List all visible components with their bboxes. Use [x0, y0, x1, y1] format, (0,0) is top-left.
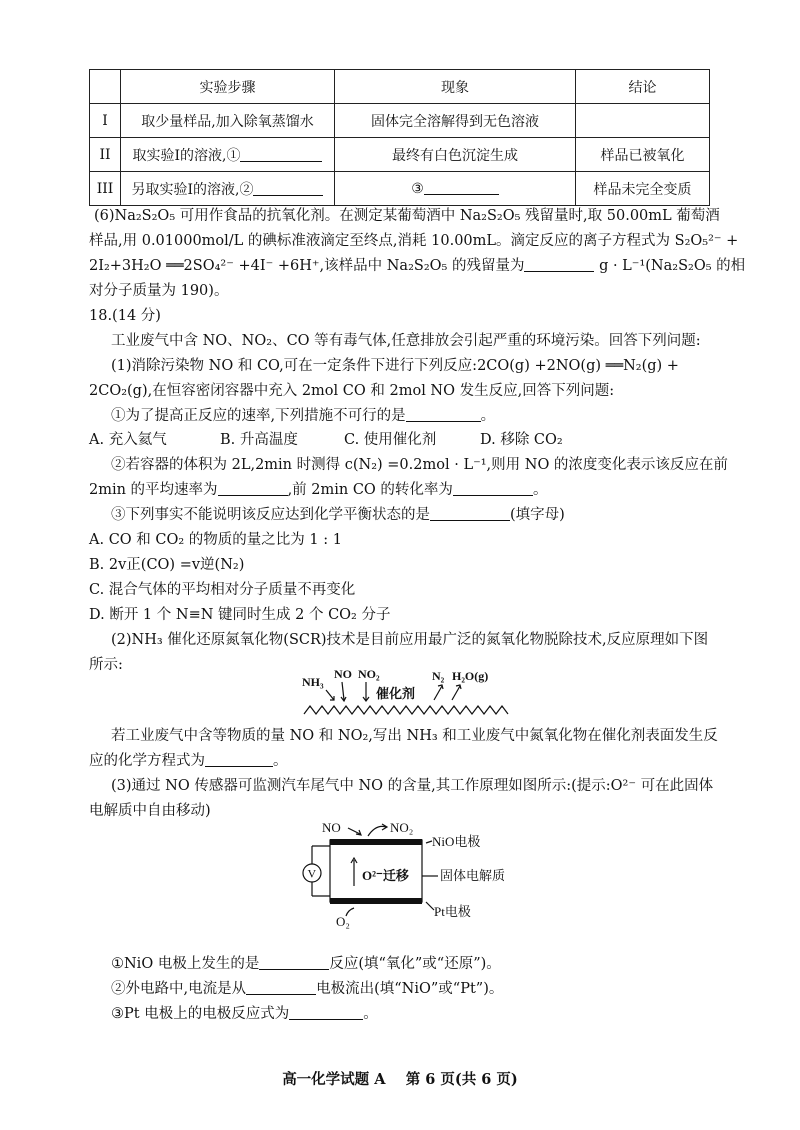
scr-catalyst-label: 催化剂	[376, 686, 416, 701]
no2-out-arrow	[368, 826, 386, 836]
scr-n2-label: N₂	[432, 669, 445, 683]
row-step-text: 另取实验I的溶液,②	[131, 181, 254, 198]
q18-p2-text: 应的化学方程式为	[89, 753, 205, 769]
q18-a1-text-a: ①NiO 电极上发生的是	[111, 956, 260, 972]
q18-s2-text-a: 2min 的平均速率为	[89, 482, 218, 498]
q18-a2	[111, 979, 503, 999]
option: C. 使用催化剂	[344, 432, 437, 448]
experiment-table	[89, 69, 710, 206]
q18-s2-text-b: ,前 2min CO 的转化率为	[287, 482, 453, 498]
q18-heading: 18.(14 分)	[89, 308, 161, 324]
q18-s1-options	[89, 430, 563, 450]
q18-p3-line-2: 电解质中自由移动)	[89, 803, 211, 819]
scr-diagram	[300, 668, 510, 720]
row-conclusion: 样品未完全变质	[576, 172, 710, 206]
row-id: I	[90, 104, 121, 138]
nio-electrode	[330, 839, 422, 845]
q18-p2-line-1: (2)NH₃ 催化还原氮氧化物(SCR)技术是目前应用最广泛的氮氧化物脱除技术,反应原理如下图	[111, 632, 709, 648]
answer-blank	[430, 506, 510, 521]
q18-s3-text: ③下列事实不能说明该反应达到化学平衡状态的是	[111, 507, 430, 523]
no-in-arrow	[348, 828, 360, 834]
footer-title: 高一化学试题 A	[282, 1071, 386, 1088]
q18-a2-text-a: ②外电路中,电流是从	[111, 981, 247, 997]
q18-s2-line-2: 2min 的平均速率为 ,前 2min CO 的转化率为 。	[89, 482, 548, 498]
row-phenomenon-text: ③	[411, 181, 424, 197]
pt-electrode	[330, 898, 422, 904]
q18-p1-line-1: (1)消除污染物 NO 和 CO,可在一定条件下进行下列反应:2CO(g) +2NO(g) ══N₂(g) +	[111, 358, 679, 374]
row-phenomenon	[335, 172, 576, 206]
q6-line-3b: g · L⁻¹(Na₂S₂O₅ 的相	[599, 258, 746, 274]
table-row	[90, 104, 710, 138]
sensor-no-label: NO	[322, 820, 341, 835]
option: D. 移除 CO₂	[480, 432, 563, 448]
q18-intro: 工业废气中含 NO、NO₂、CO 等有毒气体,任意排放会引起严重的环境污染。回答下列问题:	[111, 333, 701, 349]
table-header-cell: 现象	[335, 70, 576, 104]
q18-p3-line-1: (3)通过 NO 传感器可监测汽车尾气中 NO 的含量,其工作原理如图所示:(提示:O²⁻ 可在此固体	[111, 778, 714, 794]
q18-a2-text-b: 电极流出(填“NiO”或“Pt”)。	[316, 981, 504, 997]
q18-a3: ③Pt 电极上的电极反应式为 。	[111, 1006, 378, 1022]
row-id: II	[90, 138, 121, 172]
sensor-electrolyte-label: 固体电解质	[440, 868, 506, 883]
option: A. 充入氦气	[89, 432, 167, 448]
q6-line-4: 对分子质量为 190)。	[89, 283, 229, 299]
answer-blank	[246, 980, 316, 995]
q18-p2-line-3: 若工业废气中含等物质的量 NO 和 NO₂,写出 NH₃ 和工业废气中氮氧化物在催化剂表面发生反	[111, 728, 718, 744]
row-phenomenon: 最终有白色沉淀生成	[335, 138, 576, 172]
row-phenomenon: 固体完全溶解得到无色溶液	[335, 104, 576, 138]
scr-no2-label: NO₂	[358, 668, 380, 681]
answer-blank	[406, 407, 481, 422]
table-row	[90, 172, 710, 206]
q18-a3-text: ③Pt 电极上的电极反应式为	[111, 1006, 290, 1022]
q18-p2-line-2: 所示:	[89, 657, 123, 673]
q18-a1-text-b: 反应(填“氧化”或“还原”)。	[329, 956, 501, 972]
sensor-pt-label: Pt电极	[434, 904, 471, 919]
q18-s3-option: B. 2v正(CO) =v逆(N₂)	[89, 557, 245, 573]
option: B. 升高温度	[220, 432, 298, 448]
sensor-diagram	[290, 816, 530, 931]
q18-s3-option: C. 混合气体的平均相对分子质量不再变化	[89, 582, 356, 598]
q18-a1	[111, 954, 501, 974]
sensor-o2-label: O₂	[336, 914, 350, 929]
answer-blank	[259, 955, 329, 970]
q18-s3-option: A. CO 和 CO₂ 的物质的量之比为 1 : 1	[89, 532, 342, 548]
row-id: III	[90, 172, 121, 206]
scr-nh3-label: NH₃	[302, 675, 324, 689]
voltmeter-label: V	[307, 866, 317, 881]
row-step	[121, 172, 335, 206]
table-header-cell	[90, 70, 121, 104]
catalyst-surface	[304, 706, 508, 714]
row-conclusion: 样品已被氧化	[576, 138, 710, 172]
q6-line-2: 样品,用 0.01000mol/L 的碘标准液滴定至终点,消耗 10.00mL。滴定反应的离子方程式为 S₂O₅²⁻ +	[89, 233, 739, 249]
q18-s3-option: D. 断开 1 个 N≡N 键同时生成 2 个 CO₂ 分子	[89, 607, 391, 623]
sensor-o2-move-label: O²⁻迁移	[362, 868, 409, 883]
q6-line-1: (6)Na₂S₂O₅ 可用作食品的抗氧化剂。在测定某葡萄酒中 Na₂S₂O₅ 残留量时,取 50.00mL 葡萄酒	[94, 208, 720, 224]
row-conclusion	[576, 104, 710, 138]
answer-blank	[424, 180, 499, 195]
answer-blank	[218, 481, 288, 496]
answer-blank	[289, 1005, 363, 1020]
q6-line-3a: 2I₂+3H₂O ══2SO₄²⁻ +4I⁻ +6H⁺,该样品中 Na₂S₂O₅ 的残留量为	[89, 258, 525, 274]
answer-blank	[524, 257, 594, 272]
row-step-text: 取实验I的溶液,①	[132, 147, 241, 164]
row-step	[121, 138, 335, 172]
row-step: 取少量样品,加入除氧蒸馏水	[121, 104, 335, 138]
q18-s3	[111, 505, 565, 525]
q18-s1-text: ①为了提高正反应的速率,下列措施不可行的是	[111, 408, 406, 424]
answer-blank	[253, 181, 323, 196]
q18-s2-line-1: ②若容器的体积为 2L,2min 时测得 c(N₂) =0.2mol · L⁻¹,则用 NO 的浓度变化表示该反应在前	[111, 457, 728, 473]
q18-s1: ①为了提高正反应的速率,下列措施不可行的是 。	[111, 408, 496, 424]
sensor-nio-label: NiO电极	[432, 834, 481, 849]
scr-h2o-label: H₂O(g)	[452, 669, 489, 683]
footer-page-number: 第 6 页(共 6 页)	[405, 1071, 518, 1088]
table-header-row	[90, 70, 710, 104]
sensor-no2-label: NO₂	[390, 820, 414, 835]
table-header-cell: 结论	[576, 70, 710, 104]
table-header-cell: 实验步骤	[121, 70, 335, 104]
q18-p1-line-2: 2CO₂(g),在恒容密闭容器中充入 2mol CO 和 2mol NO 发生反应,回答下列问题:	[89, 383, 615, 399]
pt-leader	[426, 902, 434, 910]
answer-blank	[205, 752, 273, 767]
table-row	[90, 138, 710, 172]
page-footer	[0, 1068, 800, 1089]
answer-blank	[453, 481, 533, 496]
q18-s3-tail: (填字母)	[510, 507, 565, 523]
q6-line-3	[89, 256, 745, 276]
q18-p2-line-4: 应的化学方程式为 。	[89, 753, 288, 769]
answer-blank	[240, 147, 322, 162]
scr-no-label: NO	[334, 668, 352, 681]
